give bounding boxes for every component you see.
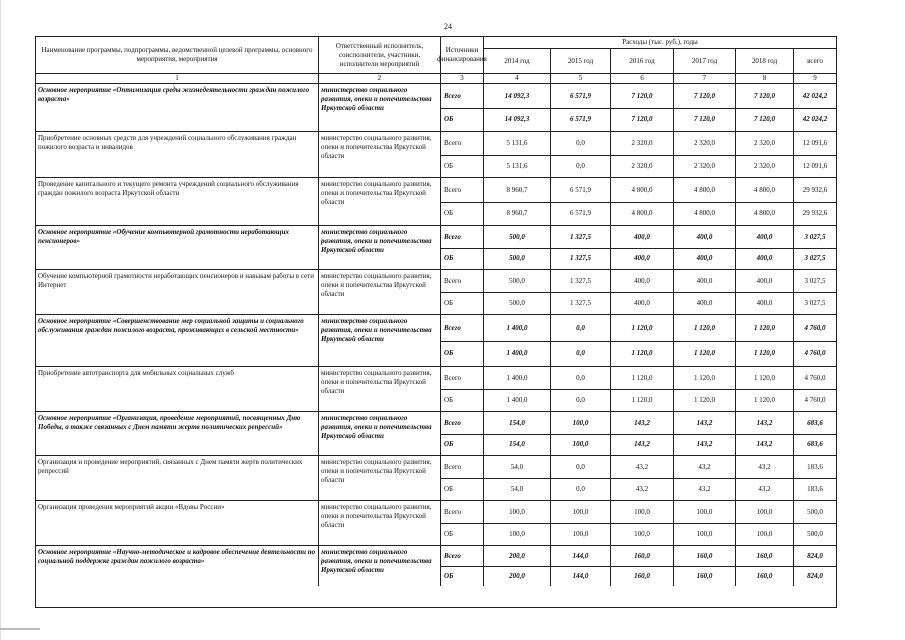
funding-source: ОБ [444, 349, 454, 358]
table-row [36, 132, 836, 178]
value-cell [551, 501, 611, 545]
value-cell [736, 270, 794, 314]
expense-value: 100,0 [674, 501, 735, 524]
funding-source: Всего [441, 226, 483, 249]
value-cell [484, 132, 551, 177]
value-cell [674, 270, 736, 314]
value-cell [484, 501, 551, 545]
value-cell [674, 132, 736, 177]
expense-value: 500,0 [509, 299, 525, 307]
expense-value: 100,0 [634, 530, 650, 538]
activity-name: Обучение компьютерной грамотности неработающих пенсионеров и навыкам работы в сети Интернет [36, 270, 319, 314]
value-cell [674, 315, 736, 366]
value-cell [674, 546, 736, 586]
executor-name: министерство социального развития, опеки и попечительства Иркутской области [319, 412, 441, 455]
expense-value: 400,0 [611, 226, 673, 249]
value-cell [611, 546, 674, 586]
executor-name: министерство социального развития, опеки и попечительства Иркутской области [319, 546, 441, 586]
expense-value: 2 320,0 [694, 161, 715, 170]
expense-value: 6 571,9 [570, 115, 591, 124]
header-expenses-group [484, 37, 836, 73]
expense-value: 4 760,0 [794, 315, 836, 342]
value-cell [484, 546, 551, 586]
column-number: 4 [484, 74, 551, 83]
expense-value: 1 120,0 [611, 367, 673, 390]
value-cell [611, 226, 674, 269]
value-cell [551, 84, 611, 131]
expense-value: 160,0 [756, 572, 773, 580]
expense-value: 1 120,0 [754, 396, 775, 404]
executor-name: министерство социального развития, опеки и попечительства Иркутской области [319, 84, 441, 131]
expense-value: 400,0 [611, 270, 673, 293]
funding-source: Всего [441, 412, 483, 435]
expense-value: 7 120,0 [694, 115, 715, 124]
expense-value: 12 091,6 [794, 132, 836, 156]
expense-value: 154,0 [484, 412, 550, 435]
expense-value: 400,0 [634, 299, 650, 307]
table-row [36, 270, 836, 315]
expense-value: 5 131,6 [484, 132, 550, 156]
expense-value: 100,0 [611, 501, 673, 524]
expense-value: 5 131,6 [506, 161, 528, 170]
expense-value: 2 320,0 [754, 161, 775, 170]
funding-source-cell [441, 270, 484, 314]
expense-value: 43,2 [736, 456, 793, 479]
expense-value: 3 027,5 [794, 226, 836, 249]
expense-value: 4 800,0 [754, 209, 775, 218]
funding-source: Всего [441, 84, 483, 109]
expense-value: 160,0 [696, 572, 713, 580]
expense-value: 4 800,0 [611, 178, 673, 203]
funding-source: ОБ [444, 115, 454, 124]
table-row [36, 367, 836, 412]
value-cell [484, 178, 551, 225]
expense-value: 183,6 [794, 456, 836, 479]
expense-value: 100,0 [551, 501, 610, 524]
expenses-table [35, 36, 837, 608]
expense-value: 1 327,5 [551, 226, 610, 249]
value-cell [611, 501, 674, 545]
expense-value: 400,0 [674, 226, 735, 249]
expense-value: 500,0 [484, 226, 550, 249]
value-cell [551, 456, 611, 500]
funding-source-cell [441, 178, 484, 225]
funding-source: ОБ [444, 209, 454, 218]
header-year: 2016 год [611, 49, 674, 73]
expense-value: 42 024,2 [802, 115, 828, 124]
expense-value: 6 571,9 [551, 178, 610, 203]
expense-value: 7 120,0 [631, 115, 653, 124]
expense-value: 1 120,0 [631, 349, 653, 358]
table-row [36, 178, 836, 226]
main-activity-name: Основное мероприятие «Организация, проведение мероприятий, посвященных Дню Победы, а также связанных с Днем памяти жертв политических репрессий» [36, 412, 319, 455]
expense-value: 143,2 [736, 412, 793, 435]
value-cell [551, 132, 611, 177]
value-cell [551, 412, 611, 455]
activity-name: Организация и проведение мероприятий, связанных с Днем памяти жертв политических репрессий [36, 456, 319, 500]
expense-value: 1 120,0 [694, 349, 715, 358]
expense-value: 400,0 [674, 270, 735, 293]
expense-value: 154,0 [509, 440, 525, 449]
expense-value: 100,0 [736, 501, 793, 524]
expense-value: 3 027,5 [794, 270, 836, 293]
expense-value: 683,6 [807, 440, 823, 449]
executor-name: министерство социального развития, опеки и попечительства Иркутской области [319, 270, 441, 314]
expense-value: 1 120,0 [631, 396, 653, 404]
expense-value: 43,2 [635, 485, 649, 493]
funding-source-cell [441, 367, 484, 411]
expense-value: 1 120,0 [754, 349, 775, 358]
funding-source: ОБ [444, 440, 454, 449]
value-cell [551, 367, 611, 411]
funding-source: ОБ [444, 396, 454, 404]
expense-value: 1 400,0 [506, 396, 528, 404]
expense-value: 144,0 [572, 572, 589, 580]
executor-name: министерство социального развития, опеки и попечительства Иркутской области [319, 132, 441, 177]
expense-value: 7 120,0 [674, 84, 735, 109]
expense-value: 400,0 [736, 270, 793, 293]
column-number: 9 [813, 74, 817, 82]
expense-value: 0,0 [551, 132, 610, 156]
value-cell [551, 270, 611, 314]
value-cell [484, 456, 551, 500]
expense-value: 8 960,7 [484, 178, 550, 203]
value-cell [736, 84, 794, 131]
expense-value: 1 400,0 [506, 349, 528, 358]
header-executor: Ответственный исполнитель, соисполнители, участники, исполнители мероприятий [319, 37, 441, 73]
funding-source: ОБ [444, 299, 454, 307]
expense-value: 3 027,5 [804, 254, 826, 263]
expense-value: 100,0 [572, 530, 589, 538]
expense-value: 8 960,7 [506, 209, 528, 218]
value-cell [674, 412, 736, 455]
expense-value: 43,2 [758, 485, 771, 493]
column-number: 6 [611, 74, 674, 83]
expense-value: 160,0 [674, 546, 735, 567]
table-row [36, 456, 836, 501]
value-cell [484, 367, 551, 411]
expense-value: 1 327,5 [570, 254, 591, 263]
funding-source: Всего [441, 132, 483, 156]
header-year: 2014 год [484, 49, 551, 73]
value-cell [551, 315, 611, 366]
expense-value: 2 320,0 [674, 132, 735, 156]
expense-value: 12 091,6 [802, 161, 828, 170]
expense-value: 4 800,0 [631, 209, 653, 218]
expense-value: 4 800,0 [694, 209, 715, 218]
expense-value: 400,0 [736, 226, 793, 249]
expense-value: 54,0 [510, 485, 524, 493]
expense-value: 1 327,5 [551, 270, 610, 293]
value-cell [794, 132, 836, 177]
main-activity-name: Основное мероприятие «Обучение компьютерной грамотности неработающих пенсионеров» [36, 226, 319, 269]
expense-value: 100,0 [696, 530, 713, 538]
funding-source: ОБ [444, 485, 454, 493]
expense-value: 54,0 [484, 456, 550, 479]
value-cell [794, 315, 836, 366]
main-activity-name: Основное мероприятие «Оптимизация среды жизнедеятельности граждан пожилого возраста» [36, 84, 319, 131]
expense-value: 183,6 [807, 485, 823, 493]
activity-name: Приобретение автотранспорта для мобильных социальных служб [36, 367, 319, 411]
expense-value: 1 120,0 [674, 315, 735, 342]
expense-value: 0,0 [551, 315, 610, 342]
expense-value: 2 320,0 [611, 132, 673, 156]
expense-value: 0,0 [551, 367, 610, 390]
expense-value: 1 120,0 [736, 315, 793, 342]
expense-value: 100,0 [509, 530, 525, 538]
expense-value: 400,0 [696, 254, 713, 263]
value-cell [484, 84, 551, 131]
expense-value: 1 400,0 [484, 315, 550, 342]
expense-value: 7 120,0 [611, 84, 673, 109]
expense-value: 1 327,5 [570, 299, 591, 307]
funding-source-cell [441, 412, 484, 455]
expense-value: 1 120,0 [674, 367, 735, 390]
expense-value: 143,2 [756, 440, 773, 449]
expense-value: 0,0 [576, 485, 585, 493]
value-cell [611, 178, 674, 225]
table-row [36, 226, 836, 270]
main-activity-name: Основное мероприятие «Совершенствование мер социальной защиты и социального обслуживания граждан пожилого возраста, проживающих в сельской местности» [36, 315, 319, 366]
column-number: 5 [551, 74, 611, 83]
value-cell [736, 367, 794, 411]
expense-value: 0,0 [576, 396, 585, 404]
expense-value: 200,0 [484, 546, 550, 567]
expense-value: 143,2 [674, 412, 735, 435]
expense-value: 143,2 [611, 412, 673, 435]
header-year: 2018 год [736, 49, 794, 73]
value-cell [736, 546, 794, 586]
value-cell [611, 315, 674, 366]
value-cell [794, 456, 836, 500]
funding-source: Всего [441, 456, 483, 479]
value-cell [794, 367, 836, 411]
expense-value: 0,0 [576, 161, 585, 170]
executor-name: министерство социального развития, опеки и попечительства Иркутской области [319, 501, 441, 545]
funding-source-cell [441, 501, 484, 545]
expense-value: 4 760,0 [794, 367, 836, 390]
funding-source: Всего [441, 315, 483, 342]
value-cell [794, 501, 836, 545]
table-row [36, 412, 836, 456]
page-number: 24 [444, 22, 452, 31]
table-row [36, 84, 836, 132]
scan-edge [0, 0, 1, 640]
value-cell [674, 84, 736, 131]
header-year: 2017 год [674, 49, 736, 73]
expense-value: 1 400,0 [484, 367, 550, 390]
funding-source-cell [441, 226, 484, 269]
expense-value: 500,0 [484, 270, 550, 293]
executor-name: министерство социального развития, опеки и попечительства Иркутской области [319, 367, 441, 411]
value-cell [611, 412, 674, 455]
expense-value: 1 120,0 [736, 367, 793, 390]
value-cell [736, 132, 794, 177]
expense-value: 500,0 [509, 254, 525, 263]
funding-source: Всего [441, 270, 483, 293]
expense-value: 500,0 [794, 501, 836, 524]
expense-value: 6 571,9 [551, 84, 610, 109]
table-row [36, 501, 836, 546]
funding-source-cell [441, 315, 484, 366]
activity-name: Организация проведения мероприятий акции «Вдовы России» [36, 501, 319, 545]
funding-source-cell [441, 546, 484, 586]
expense-value: 160,0 [611, 546, 673, 567]
column-number: 8 [736, 74, 794, 83]
table-row [36, 546, 836, 586]
executor-name: министерство социального развития, опеки и попечительства Иркутской области [319, 315, 441, 366]
expense-value: 143,2 [696, 440, 713, 449]
value-cell [736, 226, 794, 269]
activity-name: Приобретение основных средств для учреждений социального обслуживания граждан пожилого возраста и инвалидов [36, 132, 319, 177]
value-cell [794, 178, 836, 225]
expense-value: 0,0 [576, 349, 585, 358]
funding-source: ОБ [444, 572, 454, 580]
value-cell [736, 178, 794, 225]
expense-value: 6 571,9 [570, 209, 591, 218]
executor-name: министерство социального развития, опеки и попечительства Иркутской области [319, 456, 441, 500]
expense-value: 4 800,0 [674, 178, 735, 203]
column-number: 2 [319, 74, 441, 83]
header-name: Наименование программы, подпрограммы, ведомственной целевой программы, основного мероприятия, мероприятия [36, 37, 319, 73]
value-cell [611, 84, 674, 131]
value-cell [484, 226, 551, 269]
expense-value: 824,0 [807, 572, 823, 580]
expense-value: 4 760,0 [804, 396, 826, 404]
expense-value: 42 024,2 [794, 84, 836, 109]
value-cell [736, 501, 794, 545]
funding-source: Всего [441, 501, 483, 524]
funding-source: Всего [441, 546, 483, 567]
value-cell [674, 367, 736, 411]
expense-value: 400,0 [634, 254, 650, 263]
value-cell [551, 546, 611, 586]
expense-value: 2 320,0 [736, 132, 793, 156]
expense-value: 500,0 [807, 530, 823, 538]
expense-value: 43,2 [698, 485, 711, 493]
expense-value: 400,0 [756, 299, 773, 307]
expense-value: 100,0 [551, 412, 610, 435]
column-number: 1 [36, 74, 319, 83]
value-cell [551, 178, 611, 225]
column-number: 7 [674, 74, 736, 83]
funding-source: Всего [441, 367, 483, 390]
header-year: 2015 год [551, 49, 611, 73]
expense-value: 400,0 [756, 254, 773, 263]
expense-value: 43,2 [611, 456, 673, 479]
expense-value: 400,0 [696, 299, 713, 307]
activity-name: Проведение капитального и текущего ремонта учреждений социального обслуживания граждан пожилого возраста Иркутской области [36, 178, 319, 225]
value-cell [794, 84, 836, 131]
value-cell [674, 456, 736, 500]
expense-value: 43,2 [674, 456, 735, 479]
expense-value: 160,0 [634, 572, 650, 580]
expense-value: 3 027,5 [804, 299, 826, 307]
funding-source: ОБ [444, 254, 454, 263]
value-cell [674, 501, 736, 545]
expense-value: 144,0 [551, 546, 610, 567]
value-cell [794, 546, 836, 586]
scan-mark [0, 628, 40, 630]
expense-value: 1 120,0 [611, 315, 673, 342]
value-cell [674, 178, 736, 225]
expense-value: 160,0 [736, 546, 793, 567]
value-cell [611, 456, 674, 500]
value-cell [736, 412, 794, 455]
expense-value: 7 120,0 [754, 115, 775, 124]
expense-value: 824,0 [794, 546, 836, 567]
value-cell [794, 226, 836, 269]
expense-value: 29 932,6 [802, 209, 828, 218]
expense-value: 683,6 [794, 412, 836, 435]
expense-value: 143,2 [634, 440, 650, 449]
value-cell [794, 270, 836, 314]
expense-value: 200,0 [509, 572, 525, 580]
expense-value: 100,0 [484, 501, 550, 524]
value-cell [551, 226, 611, 269]
expense-value: 29 932,6 [794, 178, 836, 203]
expense-value: 1 120,0 [694, 396, 715, 404]
value-cell [611, 367, 674, 411]
value-cell [484, 315, 551, 366]
value-cell [794, 412, 836, 455]
expense-value: 0,0 [551, 456, 610, 479]
value-cell [484, 412, 551, 455]
header-expenses-title: Расходы (тыс. руб.), годы [484, 37, 836, 49]
expense-value: 14 092,3 [504, 115, 530, 124]
expense-value: 100,0 [572, 440, 589, 449]
value-cell [611, 132, 674, 177]
funding-source: ОБ [444, 161, 454, 170]
value-cell [736, 315, 794, 366]
column-number: 3 [441, 74, 484, 83]
funding-source-cell [441, 456, 484, 500]
expense-value: 14 092,3 [484, 84, 550, 109]
expense-value: 2 320,0 [631, 161, 653, 170]
value-cell [611, 270, 674, 314]
funding-source: Всего [441, 178, 483, 203]
funding-source-cell [441, 132, 484, 177]
expense-value: 7 120,0 [736, 84, 793, 109]
main-activity-name: Основное мероприятие «Научно-методическое и кадровое обеспечение деятельности по социальной поддержке граждан пожилого возраста» [36, 546, 319, 586]
header-year: всего [807, 56, 823, 65]
expense-value: 4 760,0 [804, 349, 826, 358]
header-row [36, 37, 836, 74]
value-cell [484, 270, 551, 314]
table-row [36, 315, 836, 367]
column-numbers-row [36, 74, 836, 84]
executor-name: министерство социального развития, опеки и попечительства Иркутской области [319, 178, 441, 225]
expense-value: 100,0 [756, 530, 773, 538]
value-cell [674, 226, 736, 269]
header-source: Источники финансирования [441, 37, 484, 73]
funding-source-cell [441, 84, 484, 131]
expense-value: 4 800,0 [736, 178, 793, 203]
funding-source: ОБ [444, 530, 454, 538]
value-cell [736, 456, 794, 500]
executor-name: министерство социального развития, опеки и попечительства Иркутской области [319, 226, 441, 269]
